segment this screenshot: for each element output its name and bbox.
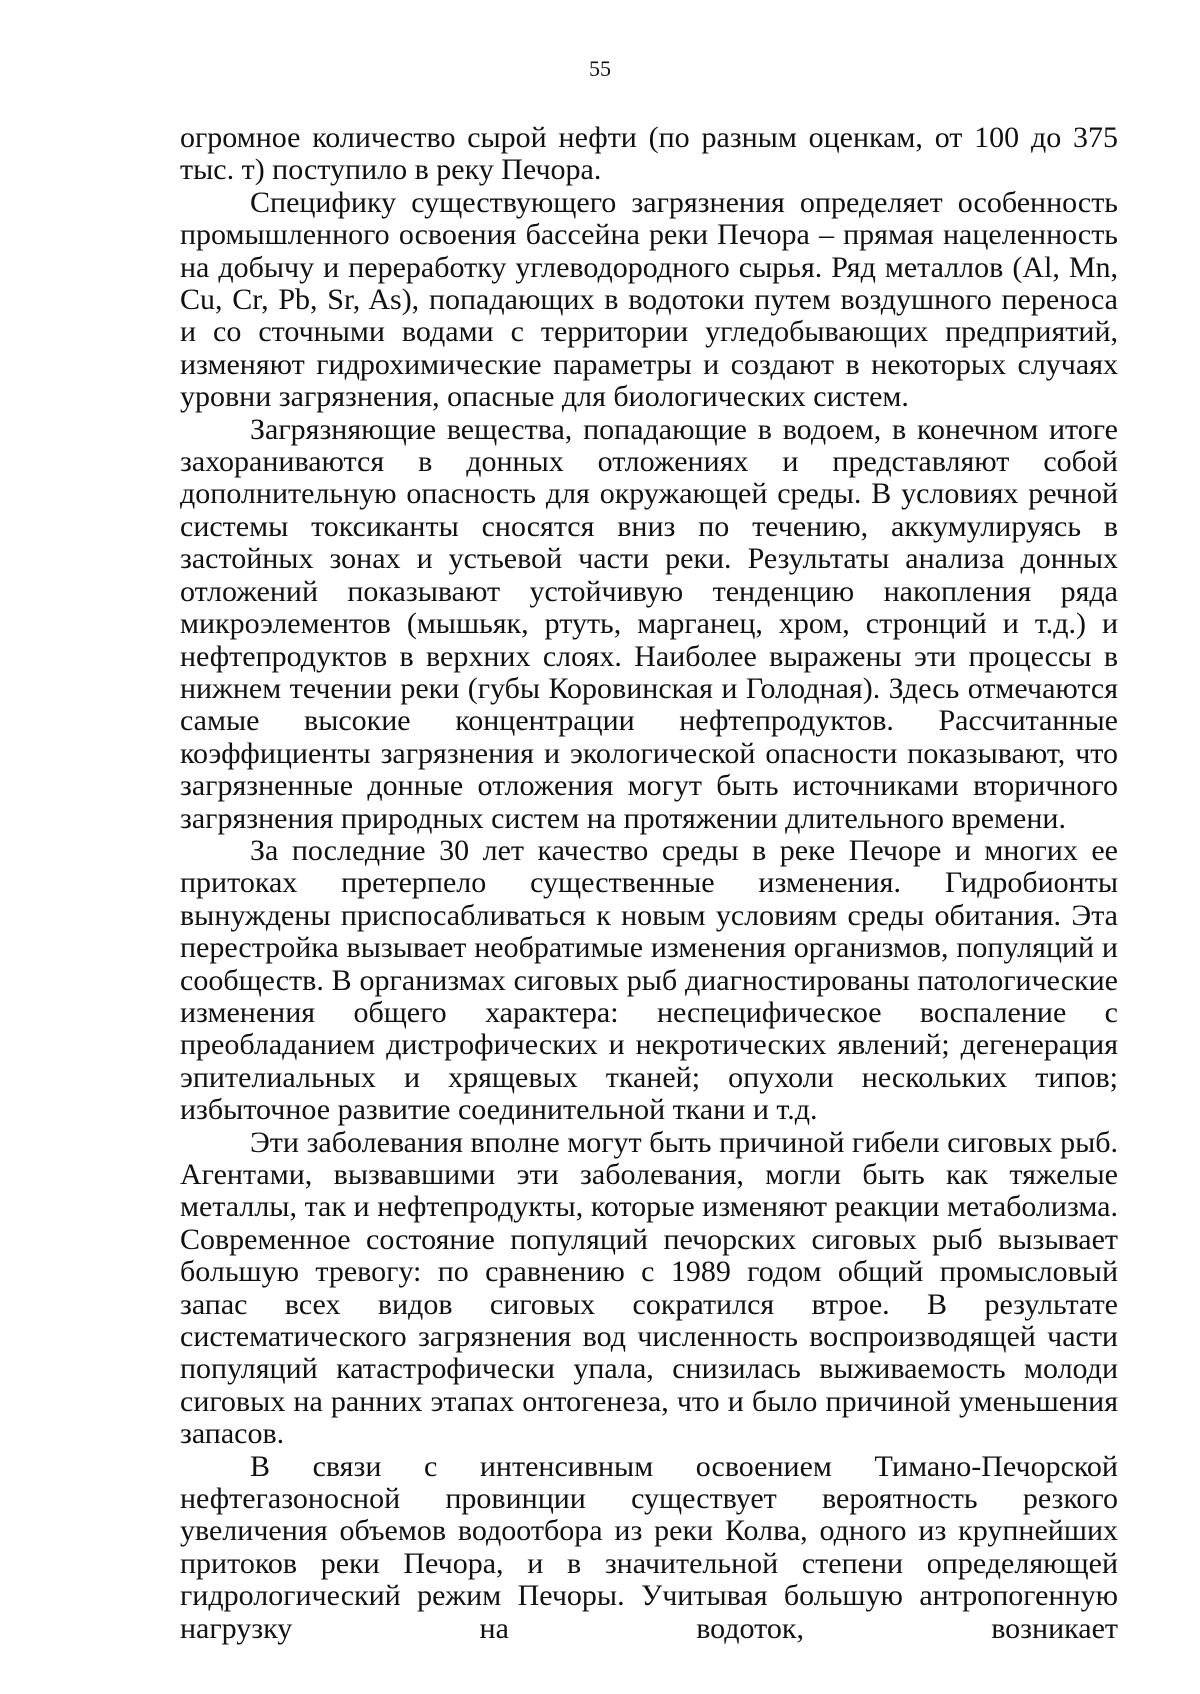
paragraph-4-environment-changes: За последние 30 лет качество среды в реке Печоре и многих ее притоках претерпело существенные изменения. Гидробионты вынуждены приспосабливаться к новым условиям среды обитания. Эта перестройка вызывает необратимые изменения организмов, популяций и сообществ. В организмах сиговых рыб диагностированы патологические изменения общего характера: неспецифическое воспаление с преобладанием дистрофических и некротических явлений; дегенерация эпителиальных и хрящевых тканей; опухоли нескольких типов; избыточное развитие соединительной ткани и т.д. xyxy=(180,833,1118,1127)
paragraph-1-continuation: огромное количество сырой нефти (по разным оценкам, от 100 до 375 тыс. т) поступило в реку Печора. xyxy=(180,121,1118,187)
paragraph-5-fish-diseases: Эти заболевания вполне могут быть причиной гибели сиговых рыб. Агентами, вызвавшими эти заболевания, могли быть как тяжелые металлы, так и нефтепродукты, которые изменяют реакции метаболизма. Современное состояние популяций печорских сиговых рыб вызывает большую тревогу: по сравнению с 1989 годом общий промысловый запас всех видов сиговых сократился втрое. В результате систематического загрязнения вод численность воспроизводящей части популяций катастрофически упала, снизилась выживаемость молоди сиговых на ранних этапах онтогенеза, что и было причиной уменьшения запасов. xyxy=(180,1125,1118,1451)
page-number: 55 xyxy=(589,56,611,81)
paragraph-2-pollution-specifics: Специфику существующего загрязнения определяет особенность промышленного освоения бассейна реки Печора – прямая нацеленность на добычу и переработку углеводородного сырья. Ряд металлов (Al, Mn, Cu, Cr, Pb, Sr, As), попадающих в водотоки путем воздушного переноса и со сточными водами с территории угледобывающих предприятий, изменяют гидрохимические параметры и создают в некоторых случаях уровни загрязнения, опасные для биологических систем. xyxy=(180,185,1118,414)
document-body xyxy=(180,122,1118,1645)
paragraph-3-bottom-sediments: Загрязняющие вещества, попадающие в водоем, в конечном итоге захораниваются в донных отложениях и представляют собой дополнительную опасность для окружающей среды. В условиях речной системы токсиканты сносятся вниз по течению, аккумулируясь в застойных зонах и устьевой части реки. Результаты анализа донных отложений показывают устойчивую тенденцию накопления ряда микроэлементов (мышьяк, ртуть, марганец, хром, стронций и т.д.) и нефтепродуктов в верхних слоях. Наиболее выражены эти процессы в нижнем течении реки (губы Коровинская и Голодная). Здесь отмечаются самые высокие концентрации нефтепродуктов. Рассчитанные коэффициенты загрязнения и экологической опасности показывают, что загрязненные донные отложения могут быть источниками вторичного загрязнения природных систем на протяжении длительного времени. xyxy=(180,412,1118,835)
paragraph-6-water-intake: В связи с интенсивным освоением Тимано-Печорской нефтегазоносной провинции существует вероятность резкого увеличения объемов водоотбора из реки Колва, одного из крупнейших притоков реки Печора, и в значительной степени определяющей гидрологический режим Печоры. Учитывая большую антропогенную нагрузку на водоток, возникает xyxy=(180,1449,1118,1645)
